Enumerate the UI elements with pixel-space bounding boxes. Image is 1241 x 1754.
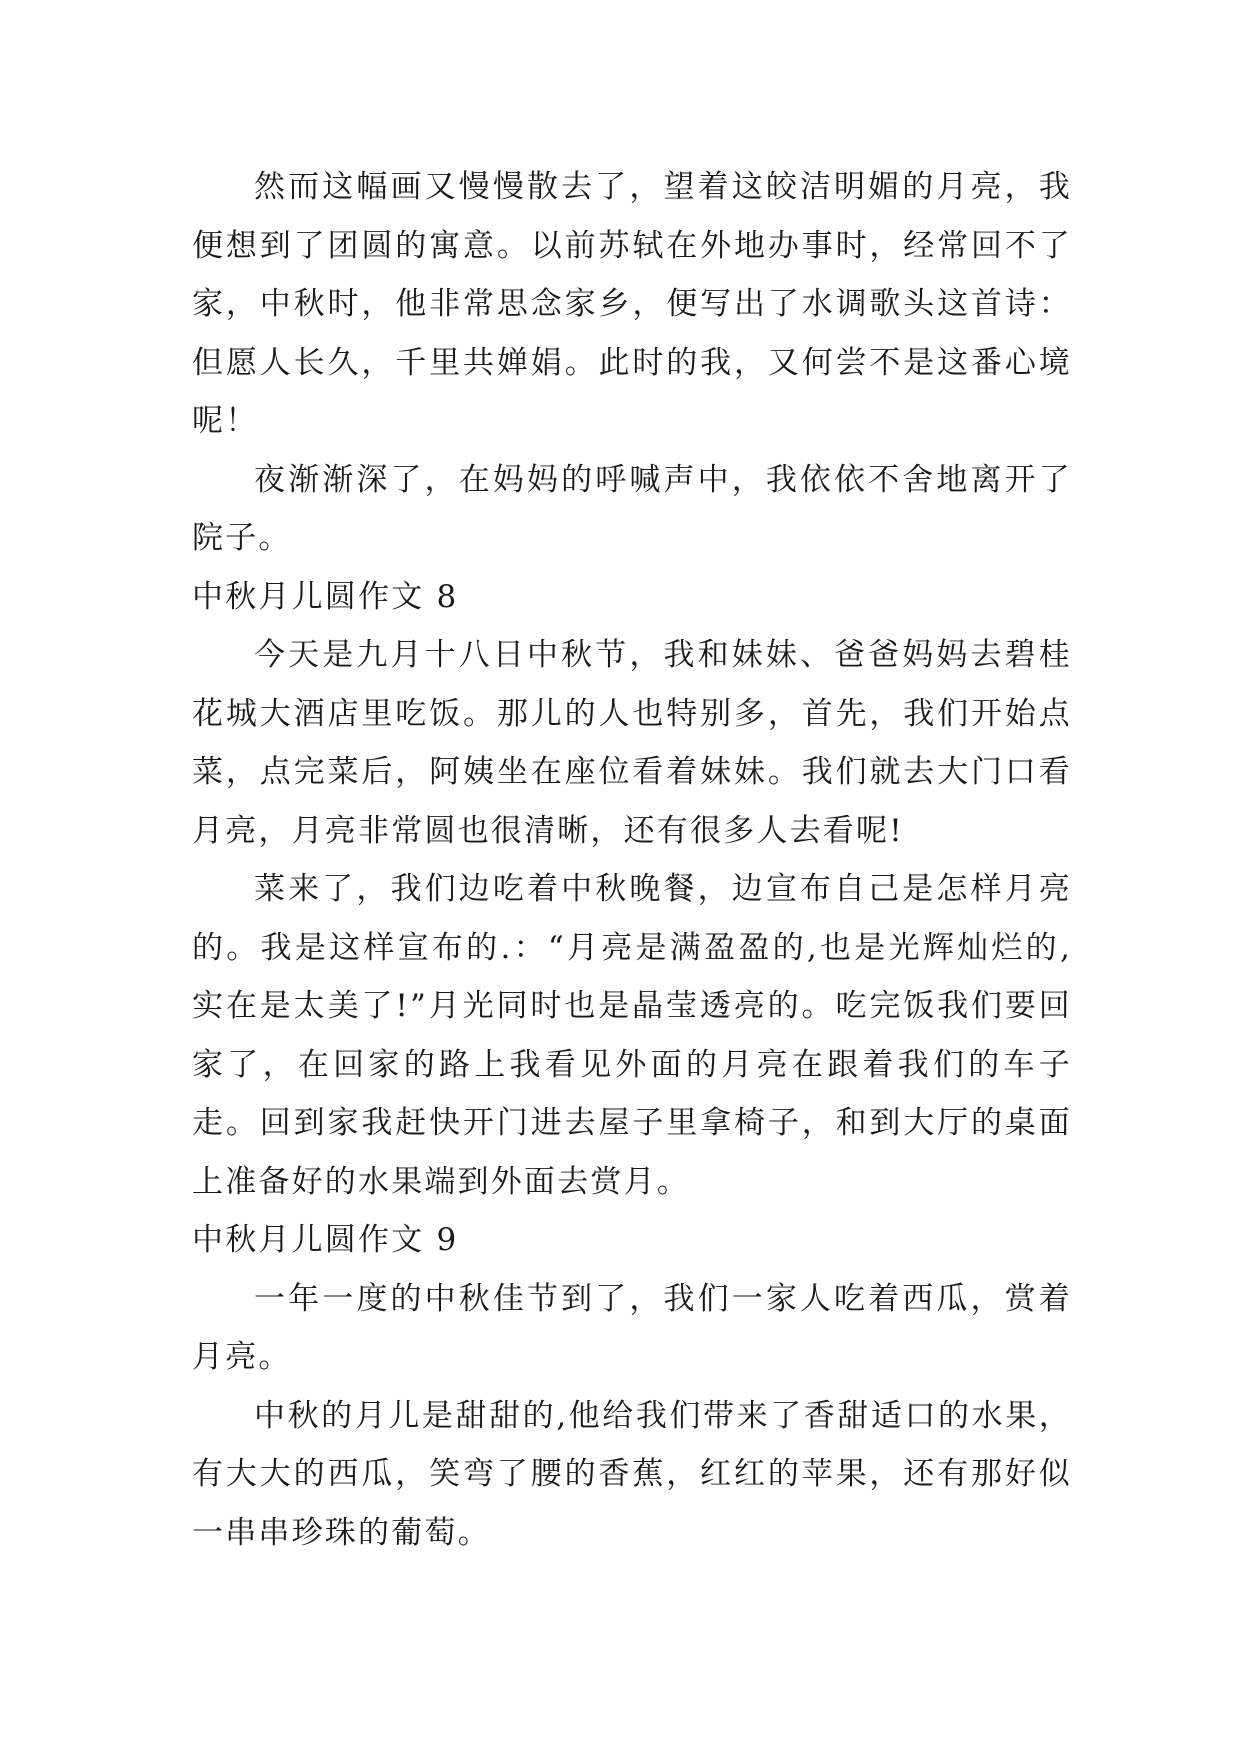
essay-heading-9: 中秋月儿圆作文 9 bbox=[192, 1222, 459, 1258]
paragraph-family-watermelon: 一年一度的中秋佳节到了，我们一家人吃着西瓜，赏着月亮。 bbox=[192, 1280, 1072, 1375]
paragraph-dinner-moon: 菜来了，我们边吃着中秋晚餐，边宣布自己是怎样月亮的。我是这样宣布的.：“月亮是满盈盈的,也是光辉灿烂的,实在是太美了!”月光同时也是晶莹透亮的。吃完饭我们要回家了，在回家的路上我看见外面的月亮在跟着我们的车子走。回到家我赶快开门进去屋子里拿椅子，和到大厅的桌面上准备好的水果端到外面去赏月。 bbox=[192, 871, 1072, 1200]
paragraph-mid-autumn-poem: 然而这幅画又慢慢散去了，望着这皎洁明媚的月亮，我便想到了团圆的寓意。以前苏轼在外地办事时，经常回不了家，中秋时，他非常思念家乡，便写出了水调歌头这首诗：但愿人长久，千里共婵娟。此时的我，又何尝不是这番心境呢！ bbox=[192, 169, 1072, 439]
document-body bbox=[192, 158, 1072, 1562]
paragraph-night-deepens: 夜渐渐深了，在妈妈的呼喊声中，我依依不舍地离开了院子。 bbox=[192, 461, 1072, 556]
paragraph-sweet-fruits: 中秋的月儿是甜甜的,他给我们带来了香甜适口的水果，有大大的西瓜，笑弯了腰的香蕉，红红的苹果，还有那好似一串串珍珠的葡萄。 bbox=[192, 1397, 1072, 1551]
essay-heading-8: 中秋月儿圆作文 8 bbox=[192, 578, 459, 615]
paragraph-restaurant-dinner: 今天是九月十八日中秋节，我和妹妹、爸爸妈妈去碧桂花城大酒店里吃饭。那儿的人也特别多，首先，我们开始点菜，点完菜后，阿姨坐在座位看着妹妹。我们就去大门口看月亮，月亮非常圆也很清晰，还有很多人去看呢! bbox=[192, 637, 1072, 849]
